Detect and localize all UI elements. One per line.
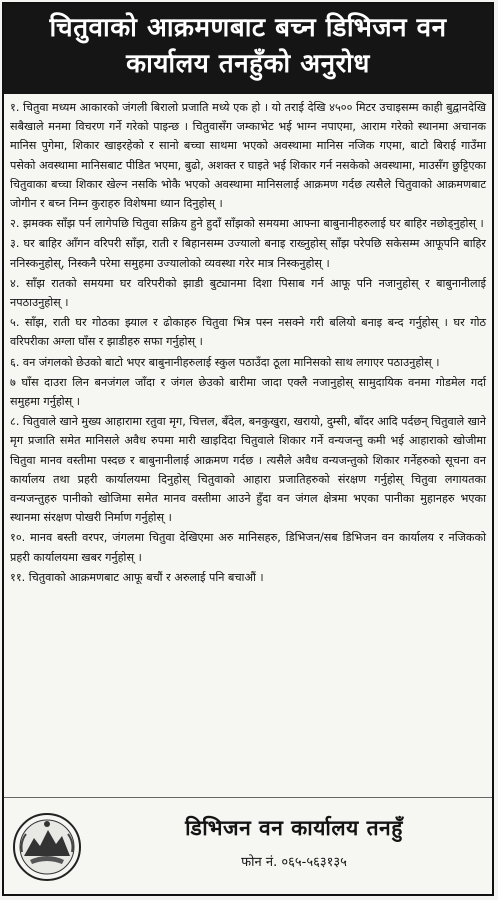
notice-body [4, 94, 492, 587]
paragraph-10: १०. मानव बस्ती वरपर, जंगलमा चितुवा देखिएमा अरु मानिसहरु, डिभिजन/सब डिभिजन वन कार्यालय र नजिकको प्रहरी कार्यालयमा खबर गर्नुहोस् । [10, 531, 486, 564]
paragraph-3: ३. घर बाहिर आँगन वरिपरी साँझ, राती र बिहानसम्म उज्यालो बनाइ राख्नुहोस् साँझ परेपछि सकेसम्म आफूपनि बाहिर ननिस्कनुहोस्, निस्कनै परेमा समुहमा उज्यालोको व्यवस्था गरेर मात्र निस्कनुहोस् । [10, 237, 486, 270]
paragraph-5: ५. साँझ, राती घर गोठका झ्याल र ढोकाहरु चितुवा भित्र पस्न नसक्ने गरी बलियो बनाइ बन्द गर्नुहोस् । घर गोठ वरिपरीका अग्ला घाँस र झाडीहरु सफा गर्नुहोस् । [10, 316, 486, 349]
title-line-2: कार्यालय तनहुँको अनुरोध [126, 49, 370, 79]
notice-board [2, 2, 494, 896]
paragraph-7: ७ घाँस दाउरा लिन बनजंगल जाँदा र जंगल छेउको बारीमा जादा एक्लै नजानुहोस् सामुदायिक वनमा गोडमेल गर्दा समुहमा गर्नुहोस् । [10, 375, 486, 409]
notice-header [4, 4, 492, 94]
notice-footer [4, 797, 492, 894]
office-name: डिभिजन वन कार्यालय तनहुँ [185, 816, 403, 840]
paragraph-11: ११. चितुवाको आक्रमणबाट आफू बचौं र अरुलाई पनि बचाऔं । [10, 570, 264, 584]
paragraph-6: ६. वन जंगलको छेउको बाटो भएर बाबुनानीहरुलाई स्कुल पठाउँदा ठूला मानिसको साथ लगाएर पठाउनुहोस् । [10, 355, 440, 369]
phone-number: फोन नं. ०६५-५६३१३५ [241, 855, 347, 870]
paragraph-1: १. चितुवा मध्यम आकारको जंगली बिरालो प्रजाति मध्ये एक हो । यो तराई देखि ४५०० मिटर उचाइसम्म काही बुद्वानदेखि सबैखाले मनमा विचरण गर्ने गरेको पाइन्छ । चितुवासँग जम्काभेट भई भाग्न नपाएमा, आराम गरेको स्थानमा अचानक मानिस पुगेमा, शिकार खाइरहेको र सानो बच्चा साथमा भएको अवस्थामा मानिस नजिक गएमा, बाटो बिराई गाउँमा पसेको अवस्थामा मानिसबाट पीडित भएमा, बुढो, अशक्त र घाइते भई शिकार गर्न नसकेको अवस्थामा, माउसँग छुट्टिएका चितुवाका बच्चा शिकार खेल्न नसकि भोकै भएको अवस्थामा मानिसलाई आक्रमण गर्दछ त्यसैले चितुवाको आक्रमणबाट जोगीन र बच्न निम्न कुराहरु विशेषमा ध्यान दिनुहोस् । [10, 101, 486, 211]
nepal-government-emblem-icon [12, 812, 82, 882]
title-line-1: चितुवाको आक्रमणबाट बच्न डिभिजन वन [49, 13, 447, 43]
paragraph-2: २. झमक्क साँझ पर्न लागेपछि चितुवा सक्रिय हुने हुदाँ साँझको समयमा आफ्ना बाबुनानीहरुलाई घर बाहिर नछोड्नुहोस् । [10, 217, 484, 231]
paragraph-4: ४. साँझ रातको समयमा घर वरिपरीको झाडी बुट्यानमा दिशा पिसाब गर्न आफू पनि नजानुहोस् र बाबुनानीलाई नपठाउनुहोस् । [10, 276, 486, 310]
paragraph-8: ८. चितुवाले खाने मुख्य आहारामा रतुवा मृग, चित्तल, बँदेल, बनकुखुरा, खरायो, दुम्सी, बाँदर आदि पर्दछन् चितुवाले खाने मृग प्रजाति समेत मानिसले अवैध रुपमा मारी खाइदिदा चितुवाले शिकार गर्ने वन्यजन्तु कमी भई आहाराको खोजीमा चितुवा मानव वस्तीमा पस्दछ र बाबुनानीलाई आक्रमण गर्दछ । त्यसैले अवैध वन्यजन्तुको शिकार गर्नेहरुको सूचना वन कार्यालय तथा प्रहरी कार्यालयमा दिनुहोस् चितुवाको आहारा प्रजातिहरुको संरक्षण गर्नुहोस् चितुवा लगायतका वन्यजन्तुहरु पानीको खोजिमा समेत मानव वस्तीमा आउने हुँदा वन जंगल क्षेत्रमा भएका पानीका मुहानहरु भएका स्थानमा संरक्षण पोखरी निर्माण गर्नुहोस् । [10, 415, 486, 525]
